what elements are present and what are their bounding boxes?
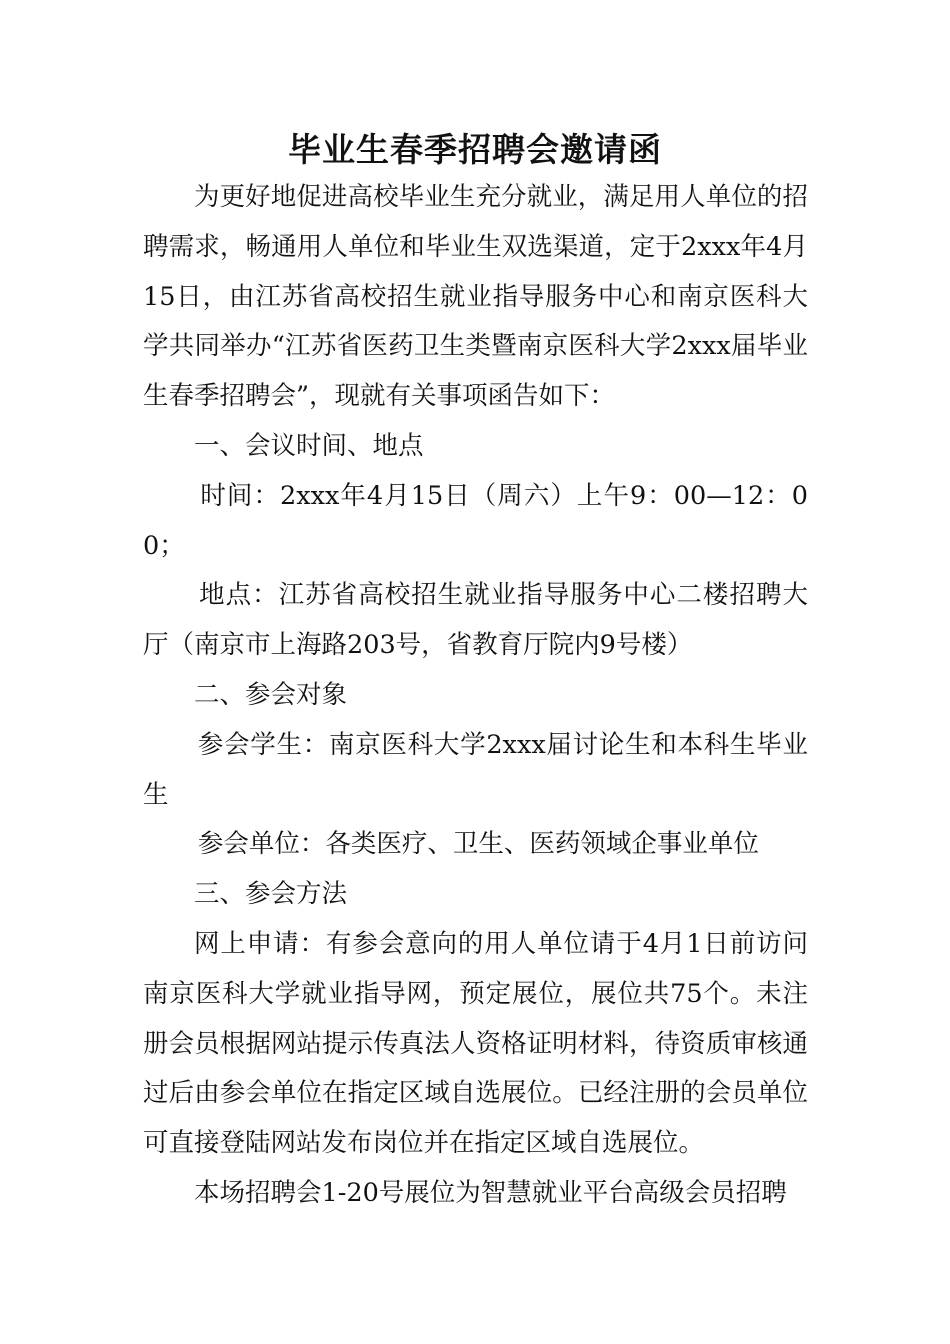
section-heading-time-location: 一、会议时间、地点 [194,430,424,461]
section-heading-participants: 二、参会对象 [194,679,348,710]
location-paragraph: 地点：江苏省高校招生就业指导服务中心二楼招聘大厅（南京市上海路203号，省教育厅院内9号楼） [143,580,808,661]
time-paragraph: 时间：2xxx年4月15日（周六）上午9：00—12：00； [143,480,808,561]
intro-paragraph: 为更好地促进高校毕业生充分就业，满足用人单位的招聘需求，畅通用人单位和毕业生双选渠道，定于2xxx年4月15日，由江苏省高校招生就业指导服务中心和南京医科大学共同举办“江苏省医药卫生类暨南京医科大学2xxx届毕业生春季招聘会”，现就有关事项函告如下： [143,182,808,412]
booth-paragraph: 本场招聘会1-20号展位为智慧就业平台高级会员招聘 [194,1177,787,1208]
document-body [143,173,808,1219]
section-heading-method: 三、参会方法 [194,879,348,910]
students-paragraph: 参会学生：南京医科大学2xxx届讨论生和本科生毕业生 [143,729,808,810]
document-title: 毕业生春季招聘会邀请函 [288,130,662,169]
online-application-paragraph: 网上申请：有参会意向的用人单位请于4月1日前访问南京医科大学就业指导网，预定展位，展位共75个。未注册会员根据网站提示传真法人资格证明材料，待资质审核通过后由参会单位在指定区域自选展位。已经注册的会员单位可直接登陆网站发布岗位并在指定区域自选展位。 [143,928,808,1159]
units-paragraph: 参会单位：各类医疗、卫生、医药领域企事业单位 [197,829,759,860]
